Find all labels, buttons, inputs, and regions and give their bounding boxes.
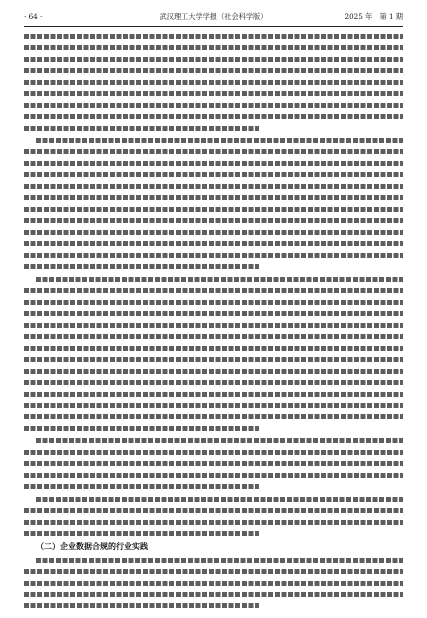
text-line-placeholder — [24, 100, 403, 110]
text-line-placeholder — [24, 320, 403, 330]
text-line-placeholder — [24, 193, 403, 203]
text-line-placeholder — [24, 250, 403, 260]
text-line-placeholder — [24, 484, 259, 489]
text-line-placeholder — [24, 392, 403, 397]
text-line-placeholder — [24, 114, 403, 119]
text-line-placeholder — [24, 311, 403, 316]
paragraph — [24, 274, 403, 434]
text-line-placeholder — [24, 354, 403, 364]
body-text — [24, 31, 403, 608]
text-line-placeholder — [24, 45, 403, 50]
text-line-placeholder — [24, 57, 403, 62]
text-line-placeholder — [24, 414, 403, 419]
text-line-placeholder — [24, 218, 403, 223]
text-line-placeholder — [24, 334, 403, 339]
text-line-placeholder — [24, 184, 403, 189]
text-line-placeholder — [24, 297, 403, 307]
text-line-placeholder — [24, 377, 403, 387]
text-line-placeholder — [24, 450, 403, 455]
text-line-placeholder — [24, 147, 403, 157]
text-line-placeholder — [24, 288, 403, 293]
text-line-placeholder — [24, 426, 259, 431]
text-line-placeholder — [24, 65, 403, 75]
text-line-placeholder — [24, 111, 403, 121]
text-line-placeholder — [24, 520, 403, 525]
paragraph-group — [24, 31, 403, 539]
text-line-placeholder — [36, 438, 403, 443]
text-line-placeholder — [24, 403, 403, 408]
text-line-placeholder — [36, 497, 403, 502]
text-line-placeholder — [24, 528, 403, 538]
text-line-placeholder — [24, 412, 403, 422]
journal-title: 武汉理工大学学报（社会科学版） — [159, 12, 268, 21]
text-line-placeholder — [24, 126, 259, 131]
text-line-placeholder — [24, 262, 403, 272]
text-line-placeholder — [24, 380, 403, 385]
text-line-placeholder — [24, 578, 403, 588]
text-line-placeholder — [24, 505, 403, 515]
text-line-placeholder — [24, 88, 403, 98]
text-line-placeholder — [24, 357, 403, 362]
text-line-placeholder — [24, 91, 403, 96]
text-line-placeholder — [24, 555, 403, 565]
text-line-placeholder — [24, 227, 403, 237]
running-head — [24, 10, 403, 24]
text-line-placeholder — [36, 138, 403, 143]
text-line-placeholder — [24, 436, 403, 446]
text-line-placeholder — [24, 195, 403, 200]
text-line-placeholder — [24, 135, 403, 145]
text-line-placeholder — [24, 473, 403, 478]
text-line-placeholder — [24, 366, 403, 376]
text-line-placeholder — [24, 592, 403, 597]
text-line-placeholder — [24, 323, 403, 328]
text-line-placeholder — [24, 331, 403, 341]
paragraph — [24, 555, 403, 611]
text-line-placeholder — [24, 508, 403, 513]
paragraph-group — [24, 555, 403, 611]
text-line-placeholder — [24, 482, 403, 492]
text-line-placeholder — [24, 77, 403, 87]
text-line-placeholder — [24, 346, 403, 351]
text-line-placeholder — [36, 558, 403, 563]
page-number: · 64 · — [24, 12, 43, 21]
paragraph — [24, 494, 403, 539]
text-line-placeholder — [24, 517, 403, 527]
text-line-placeholder — [24, 308, 403, 318]
issue-label: 2025 年 第 1 期 — [344, 12, 403, 21]
paragraph — [24, 31, 403, 133]
text-line-placeholder — [24, 285, 403, 295]
text-line-placeholder — [24, 34, 403, 39]
text-line-placeholder — [24, 264, 259, 269]
text-line-placeholder — [24, 601, 403, 611]
text-line-placeholder — [24, 589, 403, 599]
text-line-placeholder — [24, 158, 403, 168]
text-line-placeholder — [24, 300, 403, 305]
paragraph — [24, 135, 403, 272]
text-line-placeholder — [24, 149, 403, 154]
text-line-placeholder — [24, 343, 403, 353]
text-line-placeholder — [24, 274, 403, 284]
text-line-placeholder — [24, 389, 403, 399]
text-line-placeholder — [24, 170, 403, 180]
text-line-placeholder — [24, 161, 403, 166]
text-line-placeholder — [24, 204, 403, 214]
text-line-placeholder — [24, 239, 403, 249]
text-line-placeholder — [24, 470, 403, 480]
text-line-placeholder — [24, 172, 403, 177]
text-line-placeholder — [24, 494, 403, 504]
paragraph — [24, 436, 403, 492]
text-line-placeholder — [24, 54, 403, 64]
text-line-placeholder — [24, 603, 259, 608]
text-line-placeholder — [24, 207, 403, 212]
text-line-placeholder — [24, 253, 403, 258]
text-line-placeholder — [24, 447, 403, 457]
text-line-placeholder — [24, 42, 403, 52]
text-line-placeholder — [24, 400, 403, 410]
text-line-placeholder — [36, 277, 403, 282]
text-line-placeholder — [24, 230, 403, 235]
text-line-placeholder — [24, 369, 403, 374]
text-line-placeholder — [24, 566, 403, 576]
section-heading: （二）企业数据合规的行业实践 — [36, 541, 148, 551]
text-line-placeholder — [24, 31, 403, 41]
text-line-placeholder — [24, 461, 403, 466]
text-line-placeholder — [24, 216, 403, 226]
text-line-placeholder — [24, 181, 403, 191]
text-line-placeholder — [24, 241, 403, 246]
text-line-placeholder — [24, 423, 403, 433]
text-line-placeholder — [24, 531, 259, 536]
text-line-placeholder — [24, 103, 403, 108]
text-line-placeholder — [24, 68, 403, 73]
text-line-placeholder — [24, 569, 403, 574]
text-line-placeholder — [24, 459, 403, 469]
header-rule — [24, 26, 403, 27]
text-line-placeholder — [24, 581, 403, 586]
text-line-placeholder — [24, 123, 403, 133]
text-line-placeholder — [24, 80, 403, 85]
